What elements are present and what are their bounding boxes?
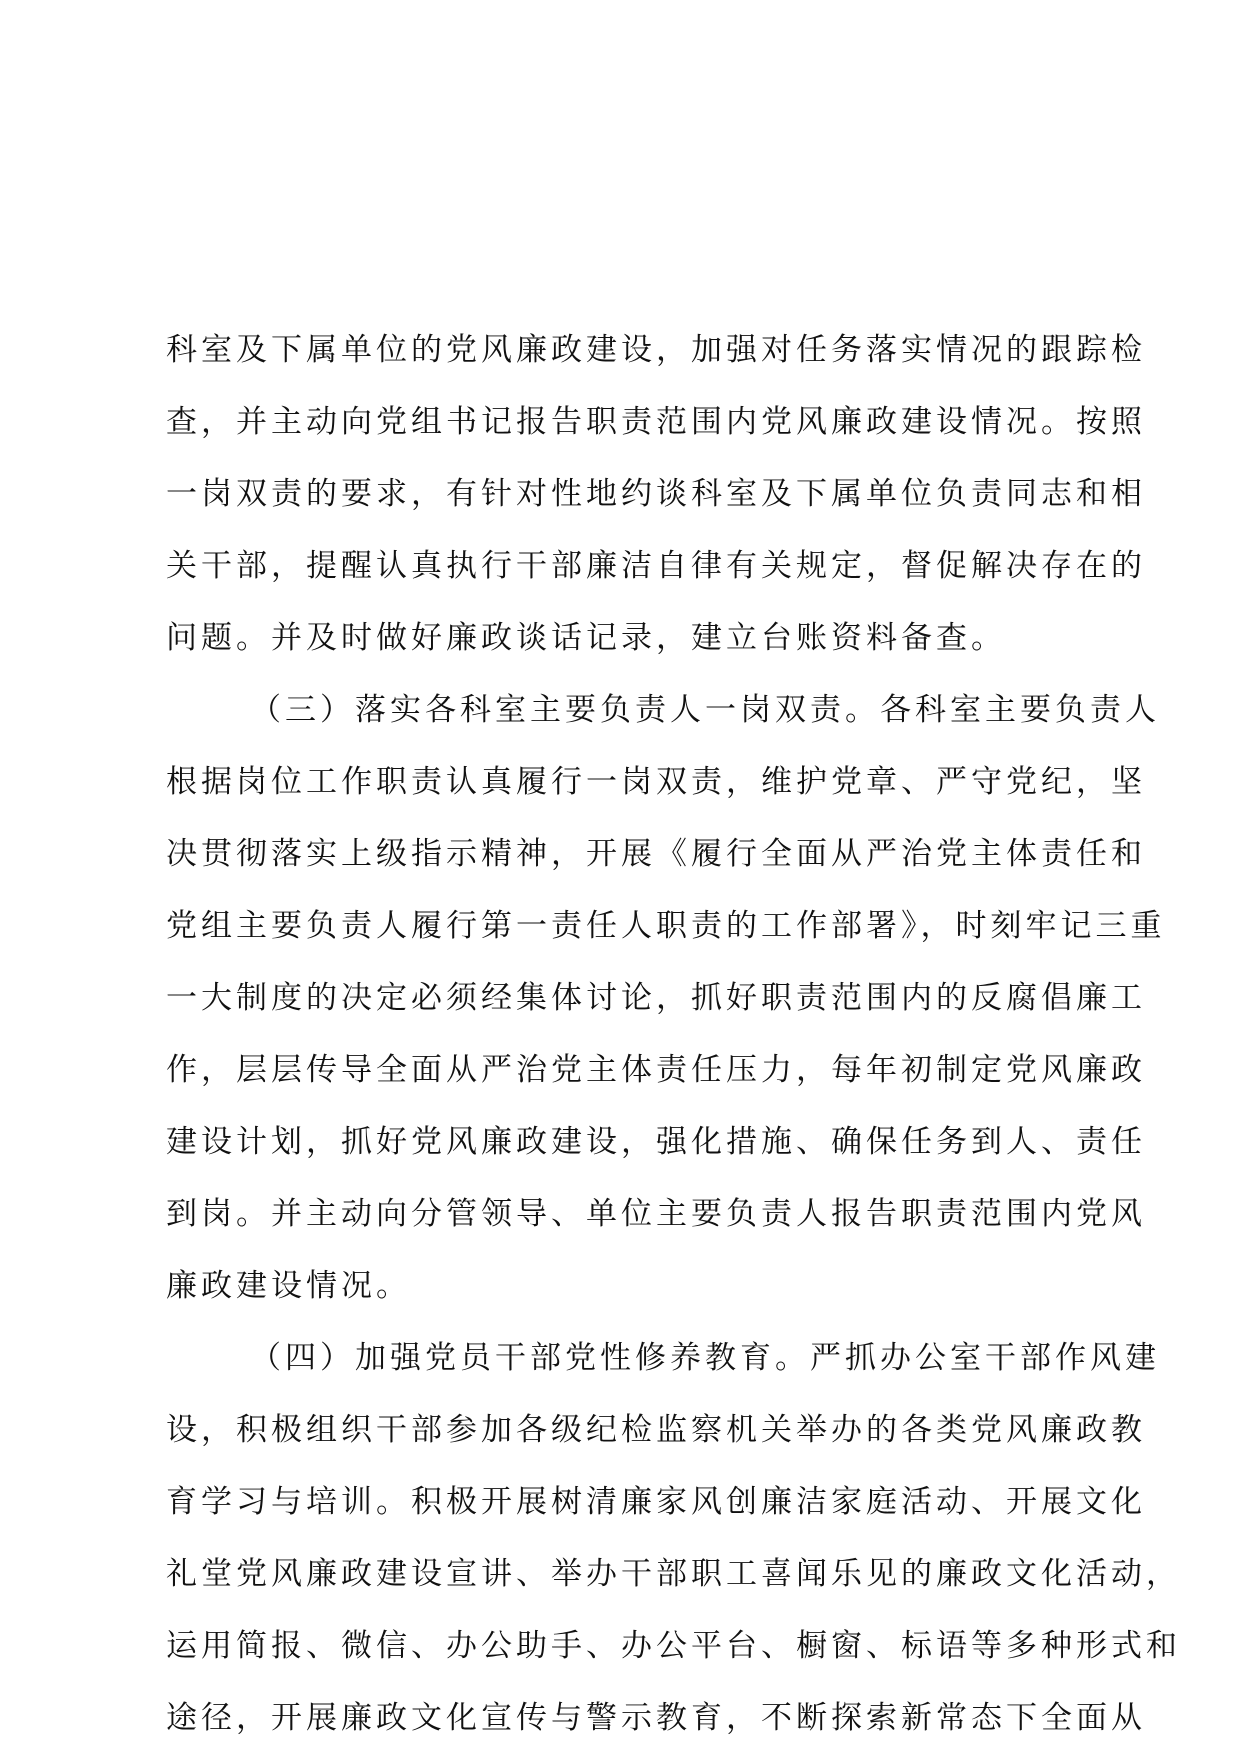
text-line-3: 一岗双责的要求，有针对性地约谈科室及下属单位负责同志和相 (166, 476, 1146, 512)
text-line-20: 途径，开展廉政文化宣传与警示教育，不断探索新常态下全面从 (166, 1700, 1146, 1736)
text-line-11: 作，层层传导全面从严治党主体责任压力，每年初制定党风廉政 (166, 1052, 1146, 1088)
text-line-18: 礼堂党风廉政建设宣讲、举办干部职工喜闻乐见的廉政文化活动， (166, 1556, 1181, 1592)
text-line-13: 到岗。并主动向分管领导、单位主要负责人报告职责范围内党风 (166, 1196, 1146, 1232)
text-line-16: 设，积极组织干部参加各级纪检监察机关举办的各类党风廉政教 (166, 1412, 1146, 1448)
text-line-7: 根据岗位工作职责认真履行一岗双责，维护党章、严守党纪，坚 (166, 764, 1146, 800)
text-line-8: 决贯彻落实上级指示精神，开展《履行全面从严治党主体责任和 (166, 836, 1146, 872)
text-line-17: 育学习与培训。积极开展树清廉家风创廉洁家庭活动、开展文化 (166, 1484, 1146, 1520)
text-line-14: 廉政建设情况。 (166, 1268, 411, 1304)
section-heading-three: （三）落实各科室主要负责人一岗双责。各科室主要负责人 (250, 692, 1160, 728)
text-line-4: 关干部，提醒认真执行干部廉洁自律有关规定，督促解决存在的 (166, 548, 1146, 584)
text-line-12: 建设计划，抓好党风廉政建设，强化措施、确保任务到人、责任 (166, 1124, 1146, 1160)
text-line-1: 科室及下属单位的党风廉政建设，加强对任务落实情况的跟踪检 (166, 332, 1146, 368)
text-line-2: 查，并主动向党组书记报告职责范围内党风廉政建设情况。按照 (166, 404, 1146, 440)
text-line-10: 一大制度的决定必须经集体讨论，抓好职责范围内的反腐倡廉工 (166, 980, 1146, 1016)
text-line-9: 党组主要负责人履行第一责任人职责的工作部署》，时刻牢记三重 (166, 908, 1166, 944)
text-line-5: 问题。并及时做好廉政谈话记录，建立台账资料备查。 (166, 620, 1006, 656)
text-line-19: 运用简报、微信、办公助手、办公平台、橱窗、标语等多种形式和 (166, 1628, 1181, 1664)
section-heading-four: （四）加强党员干部党性修养教育。严抓办公室干部作风建 (250, 1340, 1160, 1376)
